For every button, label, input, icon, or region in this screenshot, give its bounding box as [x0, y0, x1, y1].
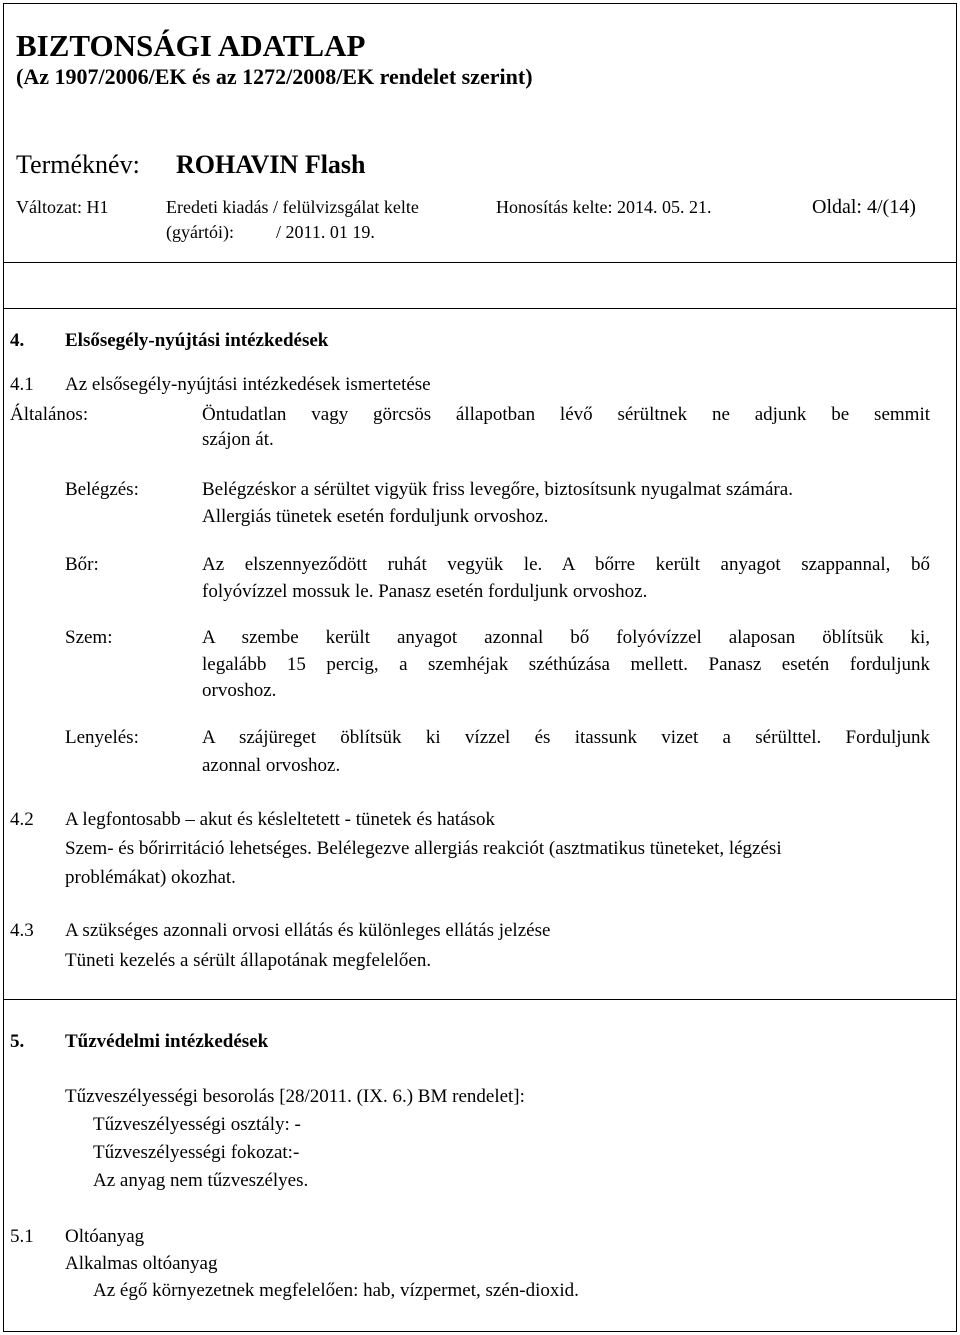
inhalation-text-line: Allergiás tünetek esetén forduljunk orvoshoz. [202, 506, 549, 527]
suitable-media-label: Alkalmas oltóanyag [65, 1253, 218, 1274]
section-4-3-title: A szükséges azonnali orvosi ellátás és különleges ellátás jelzése [65, 920, 551, 941]
eye-label: Szem: [65, 627, 113, 648]
ingestion-label: Lenyelés: [65, 727, 139, 748]
general-text-line: szájon át. [202, 429, 274, 450]
section-4-2-text-line: problémákat) okozhat. [65, 867, 236, 888]
eye-text-line: orvoshoz. [202, 680, 277, 701]
section-5-1-title: Oltóanyag [65, 1226, 145, 1247]
section-4-2-title: A legfontosabb – akut és késleltetett - tünetek és hatások [65, 809, 496, 830]
skin-text-line: folyóvízzel mossuk le. Panasz esetén forduljunk orvoshoz. [202, 581, 648, 602]
divider [3, 308, 957, 309]
issue-date: / 2011. 01 19. [276, 222, 375, 242]
issue-label: Eredeti kiadás / felülvizsgálat kelte [166, 197, 419, 217]
section-4-2-text-line: Szem- és bőrirritáció lehetséges. Belélegezve allergiás reakciót (asztmatikus tüneteket, légzési [65, 838, 782, 859]
section-4-2-number: 4.2 [10, 809, 34, 830]
page-number: Oldal: 4/(14) [812, 196, 916, 218]
section-5-1-number: 5.1 [10, 1226, 34, 1247]
general-label: Általános: [10, 404, 89, 425]
section-4-1-number: 4.1 [10, 374, 34, 395]
skin-text-line: Az elszennyeződött ruhát vegyük le. A bőrre került anyagot szappannal, bő [202, 554, 930, 575]
fire-classification: Tűzveszélyességi besorolás [28/2011. (IX. 6.) BM rendelet]: [65, 1086, 525, 1107]
eye-text-line: legalább 15 percig, a szemhéjak széthúzása mellett. Panasz esetén forduljunk [202, 654, 930, 675]
skin-label: Bőr: [65, 554, 99, 575]
fire-grade: Tűzveszélyességi fokozat:- [93, 1142, 300, 1163]
not-flammable: Az anyag nem tűzveszélyes. [93, 1170, 309, 1191]
document-title: BIZTONSÁGI ADATLAP [16, 28, 366, 63]
section-4-3-text-line: Tüneti kezelés a sérült állapotának megfelelően. [65, 950, 432, 971]
fire-class: Tűzveszélyességi osztály: - [93, 1114, 301, 1135]
section-5-number: 5. [10, 1031, 25, 1052]
eye-text-line: A szembe került anyagot azonnal bő folyóvízzel alaposan öblítsük ki, [202, 627, 930, 648]
inhalation-text-line: Belégzéskor a sérültet vigyük friss levegőre, biztosítsunk nyugalmat számára. [202, 479, 793, 500]
localization-date: Honosítás kelte: 2014. 05. 21. [496, 197, 712, 217]
version-label: Változat: H1 [16, 197, 109, 217]
ingestion-text-line: A szájüreget öblítsük ki vízzel és itassunk vizet a sérülttel. Forduljunk [202, 727, 930, 748]
document-subtitle: (Az 1907/2006/EK és az 1272/2008/EK rendelet szerint) [16, 64, 533, 89]
product-name: ROHAVIN Flash [176, 150, 366, 179]
inhalation-label: Belégzés: [65, 479, 139, 500]
divider [3, 999, 957, 1000]
product-label: Terméknév: [16, 150, 140, 179]
general-text-line: Öntudatlan vagy görcsös állapotban lévő sérültnek ne adjunk be semmit [202, 404, 930, 425]
section-4-title: Elsősegély-nyújtási intézkedések [65, 330, 329, 351]
section-4-number: 4. [10, 330, 25, 351]
ingestion-text-line: azonnal orvoshoz. [202, 755, 341, 776]
section-4-3-number: 4.3 [10, 920, 34, 941]
section-5-title: Tűzvédelmi intézkedések [65, 1031, 269, 1052]
issue-label-maker: (gyártói): [166, 222, 234, 242]
section-4-1-title: Az elsősegély-nyújtási intézkedések ismertetése [65, 374, 431, 395]
suitable-media-text: Az égő környezetnek megfelelően: hab, vízpermet, szén-dioxid. [93, 1280, 579, 1301]
